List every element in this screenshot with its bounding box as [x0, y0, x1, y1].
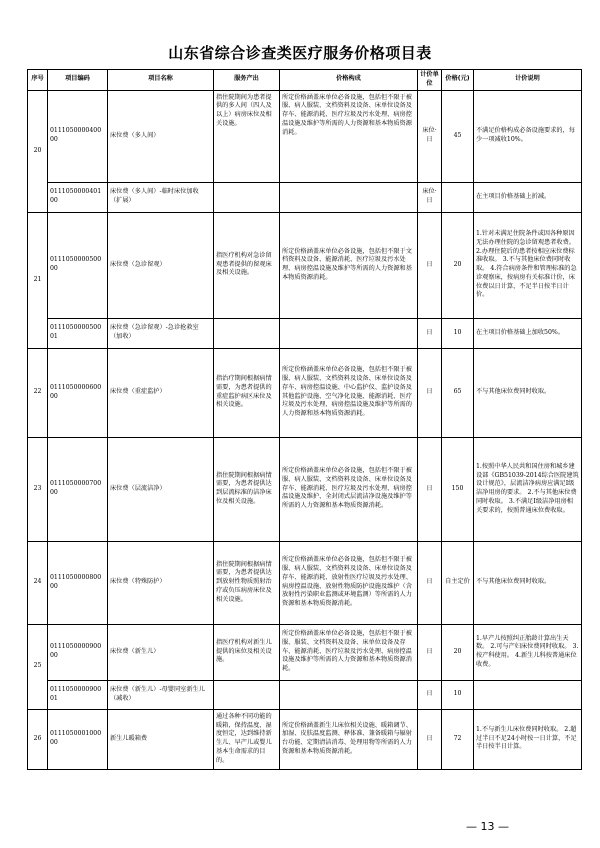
- row-name: 床位费（急诊留观）: [108, 212, 214, 318]
- header-name: 项目名称: [108, 70, 214, 91]
- row-code: 011105000090000: [48, 624, 108, 680]
- table-row: [28, 624, 582, 680]
- row-seq: 25: [28, 624, 48, 709]
- row-unit: 日: [418, 709, 442, 769]
- row-note: [474, 680, 582, 709]
- row-seq: 20: [28, 90, 48, 212]
- row-service: [214, 182, 280, 212]
- row-service: 指医疗机构对急诊留观患者提供的留观床及相关设施。: [214, 212, 280, 318]
- row-seq: 24: [28, 541, 48, 624]
- row-name: 床位费（多人间）-临时床位加收（扩展）: [108, 182, 214, 212]
- row-name: 新生儿暖箱费: [108, 709, 214, 769]
- page-number: — 13 —: [466, 820, 509, 833]
- row-unit: 日: [418, 318, 442, 348]
- header-unit: 计价单位: [418, 70, 442, 91]
- row-price: 自主定价: [442, 541, 474, 624]
- table-row: [28, 709, 582, 769]
- row-price: 10: [442, 680, 474, 709]
- row-code: 011105000080000: [48, 541, 108, 624]
- row-composition: 所定价格涵盖床单位必备设施，包括但不限于被服、病人服装、文档资料及设备、床单位设备及存车、能源消耗、放射性医疗垃圾及污水处理、病房控温设施、放射性物质防护设施及维护（含放射性污染职业监测或环境监测）等所需的人力资源和基本物质资源消耗。: [280, 541, 418, 624]
- row-price: 65: [442, 348, 474, 437]
- table-row: [28, 212, 582, 318]
- row-composition: 所定价格涵盖床单位必备设施，包括但不限于被服、服装、文档资料及设备、床单位设备及存车、能源消耗、医疗垃圾及污水处理、病房控温设施及维护等所需的人力资源和基本物质资源消耗。: [280, 624, 418, 680]
- row-code: 011105000090001: [48, 680, 108, 709]
- row-price: 20: [442, 624, 474, 680]
- row-note: 1.早产儿按照纠正胎龄计算出生天数。 2.可与产妇床位费同时收取。 3.按产科使用。 4.新生儿科按普通床位收费。: [474, 624, 582, 680]
- row-code: 011105000050000: [48, 212, 108, 318]
- table-row: [28, 680, 582, 709]
- table-header-row: [28, 70, 582, 91]
- table-row: [28, 90, 582, 182]
- row-code: 011105000040000: [48, 90, 108, 182]
- row-unit: 床位·日: [418, 90, 442, 182]
- row-note: 1.针对未满足住院条件或因各种原因无法办理住院的急诊留观患者收费。 2.办理住院后的患者按相应床位费标准收取。 3.不与其他床位费同时收取。 4.符合病房条件和管理标准的急诊观察床，按病房有关标准计价，床位费以日计算，不足半日按半日计价。: [474, 212, 582, 318]
- row-composition: 所定价格涵盖床单位必备设施，包括但不限于文档资料及设备、能源消耗、医疗垃圾及污水处理、病房控温设施及维护等所需的人力资源和基本物质资源消耗。: [280, 212, 418, 318]
- row-price: 150: [442, 437, 474, 541]
- row-service: 指住院期间根据病情需要，为患者提供达到层流标准的洁净床位及相关设施。: [214, 437, 280, 541]
- table-row: [28, 348, 582, 437]
- row-name: 床位费（急诊留观）-急诊抢救室（加收）: [108, 318, 214, 348]
- row-unit: 日: [418, 212, 442, 318]
- header-note: 计价说明: [474, 70, 582, 91]
- row-composition: 所定价格涵盖床单位必备设施，包括但不限于被服、病人服装、文档资料及设备、床单位设备及存车、能源消耗、医疗垃圾及污水处理、病房控温设施及维护等所需的人力资源和基本物质资源消耗。: [280, 90, 418, 182]
- table-row: [28, 182, 582, 212]
- row-seq: 22: [28, 348, 48, 437]
- row-composition: [280, 680, 418, 709]
- row-unit: 日: [418, 348, 442, 437]
- header-seq: 序号: [28, 70, 48, 91]
- header-composition: 价格构成: [280, 70, 418, 91]
- row-code: 011105000100000: [48, 709, 108, 769]
- row-price: 72: [442, 709, 474, 769]
- row-composition: 所定价格涵盖床单位必备设施，包括但不限于被服、病人服装、文档资料及设备、床单位设备及存车、能源消耗、医疗垃圾及污水处理、病房控温设施及维护、全封闭式层流洁净设施及维护等所需的人力资源和基本物质资源消耗。: [280, 437, 418, 541]
- row-composition: 所定价格涵盖新生儿床位相关设施、暖箱调节、加湿、皮肤温度监测、释体准、兼备暖箱与辐射台功能、定期清洁消毒、处理用物等所需的人力资源和基本物质资源消耗。: [280, 709, 418, 769]
- row-name: 床位费（新生儿）-母婴同室新生儿（减收）: [108, 680, 214, 709]
- row-code: 011105000060000: [48, 348, 108, 437]
- header-code: 项目编码: [48, 70, 108, 91]
- header-service: 服务产出: [214, 70, 280, 91]
- row-seq: 23: [28, 437, 48, 541]
- table-row: [28, 437, 582, 541]
- row-price: 45: [442, 90, 474, 182]
- row-name: 床位费（重症监护）: [108, 348, 214, 437]
- table-row: [28, 541, 582, 624]
- row-name: 床位费（特殊防护）: [108, 541, 214, 624]
- row-note: 在主项目价格基础上加收50%。: [474, 318, 582, 348]
- page-title: 山东省综合诊查类医疗服务价格项目表: [168, 44, 432, 62]
- row-unit: 床位·日: [418, 182, 442, 212]
- row-code: 011105000070000: [48, 437, 108, 541]
- row-composition: [280, 182, 418, 212]
- row-composition: [280, 318, 418, 348]
- row-note: 1.按照中华人民共和国住房和城乡建设部《GB51039-2014综合医院建筑设计规范》，层流洁净病房应满足Ⅰ级洁净用房的要求。 2.不与其他床位费同时收取。 3.不满足Ⅰ级洁净用房相关要求的，按照普通床位费收取。: [474, 437, 582, 541]
- row-service: [214, 680, 280, 709]
- row-name: 床位费（层流洁净）: [108, 437, 214, 541]
- row-service: 通过各种不同功能的暖箱，保持温度、湿度恒定，达到维持新生儿、早产儿或婴儿基本生命需求的目的。: [214, 709, 280, 769]
- row-note: 在主项目价格基础上折减。: [474, 182, 582, 212]
- price-table: [27, 69, 582, 770]
- row-price: 10: [442, 318, 474, 348]
- row-seq: 21: [28, 212, 48, 348]
- row-note: 1.不与新生儿床位费同时收取。 2.超过半日不足24小时按一日计算，不足半日按半日计算。: [474, 709, 582, 769]
- row-name: 床位费（多人间）: [108, 90, 214, 182]
- header-price: 价格(元): [442, 70, 474, 91]
- row-service: 指治疗期间根据病情需要，为患者提供的重症监护病区床位及相关设施。: [214, 348, 280, 437]
- row-composition: 所定价格涵盖床单位必备设施，包括但不限于被服、病人服装、文档资料及设备、床单位设备及存车、病房控温设施、中心监护仪、监护设备及其他监护设施、空气净化设施、能源消耗、医疗垃圾及污水处理、病房控温设施及维护等所需的人力资源和基本物质资源消耗。: [280, 348, 418, 437]
- row-price: [442, 182, 474, 212]
- row-code: 011105000050001: [48, 318, 108, 348]
- row-code: 011105000040100: [48, 182, 108, 212]
- table-row: [28, 318, 582, 348]
- row-name: 床位费（新生儿）: [108, 624, 214, 680]
- row-note: 不与其他床位费同时收取。: [474, 541, 582, 624]
- row-note: 不满足价格构成必备设施要求的，每少一项减收10%。: [474, 90, 582, 182]
- row-service: 指住院期间根据病情需要，为患者提供达到放射性物质照射治疗或负压病房床位及相关设施。: [214, 541, 280, 624]
- row-service: 指医疗机构对新生儿提供的床位及相关设施。: [214, 624, 280, 680]
- row-note: 不与其他床位费同时收取。: [474, 348, 582, 437]
- row-service: 指住院期间为患者提供的多人间（四人及以上）病房床位及相关设施。: [214, 90, 280, 182]
- row-price: 20: [442, 212, 474, 318]
- row-unit: 日: [418, 541, 442, 624]
- row-unit: 日: [418, 680, 442, 709]
- row-seq: 26: [28, 709, 48, 769]
- row-unit: 日: [418, 437, 442, 541]
- row-service: [214, 318, 280, 348]
- row-unit: 日: [418, 624, 442, 680]
